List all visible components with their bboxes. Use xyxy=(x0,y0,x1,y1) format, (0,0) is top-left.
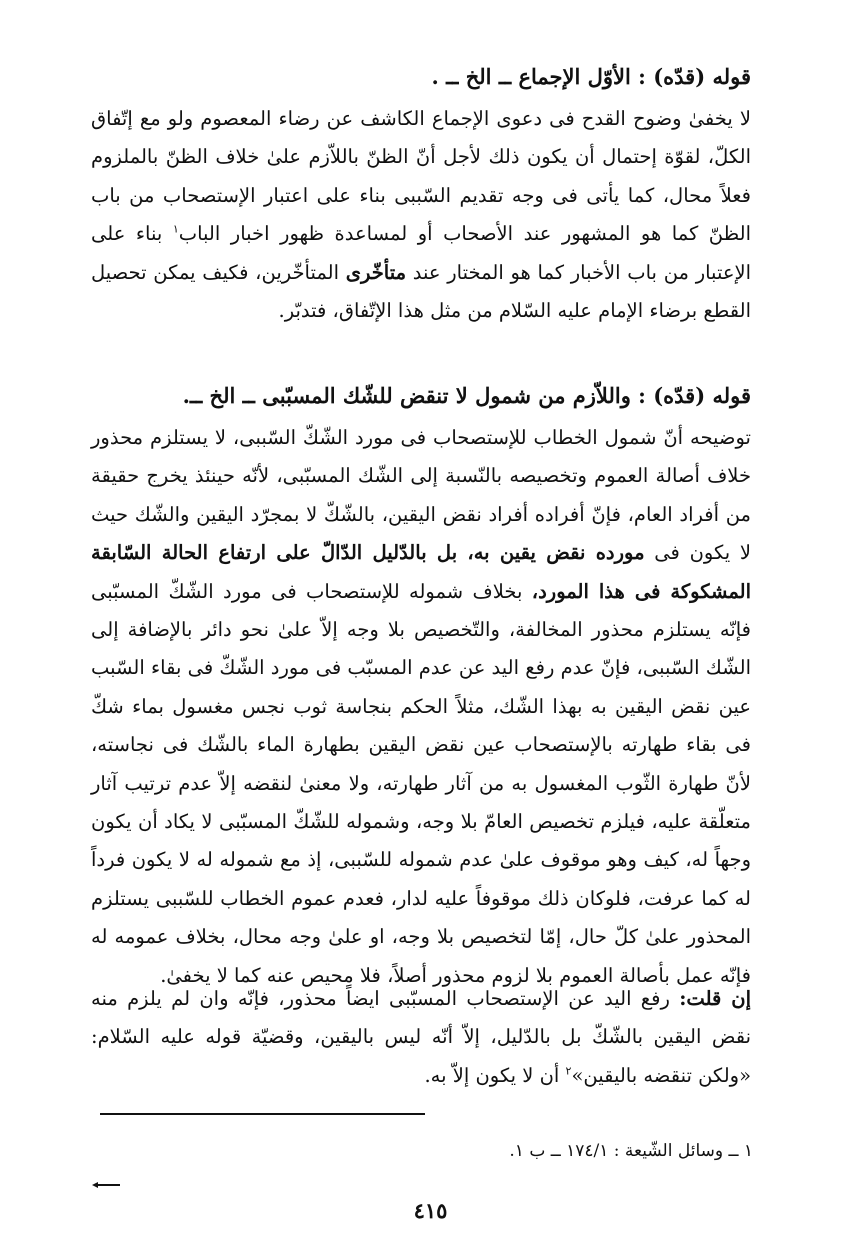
page-number: ٤١٥ xyxy=(413,1198,448,1223)
footnote-ref-2: ٢ xyxy=(565,1064,572,1078)
section2-text-cont: بخلاف شموله للإستصحاب فى مورد الشّكّ المسبّبى فإنّه يستلزم محذور المخالفة، والتّخصيص بلا وجه إلاّ علىٰ نحو دائر بالإضافة إلى الشّك السّببى، فإنّ عدم رفع اليد عن عدم المسبّب فى مورد الشّكّ فى بقاء السّبب عين نقض اليقين به بهذا الشّك، مثلاً الحكم بنجاسة ثوب نجس مغسول بماء شكّ فى بقاء طهارته بالإستصحاب عين نقض اليقين بطهارة الماء بالشّك فى نجاسته، لأنّ طهارة الثّوب المغسول به من آثار طهارته، ولا معنىٰ لنقضه إلاّ عدم ترتيب آثار متعلّقة عليه، فيلزم تخصيص العامّ بلا وجه، وشموله للشّكّ المسبّبى لا يكاد أن يكون وجهاً له، كيف وهو موقوف علىٰ عدم شموله للسّببى، إذ مع شموله له لا يكون فرداً له كما عرفت، فلوكان ذلك موقوفاً عليه لدار، فعدم عموم الخطاب للسّببى يستلزم المحذور علىٰ كلّ حال، إمّا لتخصيص بلا وجه، او علىٰ وجه محال، بخلاف عمومه له فإنّه عمل بأصالة العموم بلا لزوم محذور أصلاً، فلا محيص عنه كما لا يخفىٰ. xyxy=(91,579,751,987)
section3-text-end: أن لا يكون إلاّ به. xyxy=(424,1063,566,1087)
section2-paragraph xyxy=(91,419,751,995)
section2-bold-text: مورده نقض يقين به، بل بالدّليل الدّالّ على ارتفاع الحالة السّابقة المشكوكة فى هذا المورد، xyxy=(91,541,751,603)
page-turn-arrow-icon xyxy=(92,1180,120,1190)
section2-heading: قوله (قدّه) : واللاّزم من شمول لا تنقض للشّك المسبّبى ــ الخ ــ. xyxy=(182,383,751,408)
footnote-divider xyxy=(100,1113,425,1115)
section3-text: رفع اليد عن الإستصحاب المسبّبى ايضاً محذور، فإنّه وان لم يلزم منه نقض اليقين بالشّكّ بل بالدّليل، إلاّ أنّه ليس باليقين، وقضيّة قوله عليه السّلام: «ولكن تنقضه باليقين» xyxy=(91,987,751,1087)
section1-heading: قوله (قدّه) : الأوّل الإجماع ــ الخ ــ . xyxy=(431,64,751,89)
section2-text: توضيحه أنّ شمول الخطاب للإستصحاب فى مورد الشّكّ السّببى، لا يستلزم محذور خلاف أصالة العموم وتخصيصه بالنّسبة إلى الشّك المسبّبى، لأنّه حينئذ يخرج حقيقة من أفراد العام، فإنّ أفراده أفراد نقض اليقين، بالشّكّ لا بمجرّد اليقين والشّك حيث لا يكون فى xyxy=(91,426,751,565)
section1-text-cont: بناء على الإعتبار من باب الأخبار كما هو المختار عند xyxy=(91,222,751,284)
section1-bold-term: متأخّرى xyxy=(345,260,407,284)
footnote: ١ ــ وسائل الشّيعة : ١٧٤/١ ــ ب ١. xyxy=(509,1141,753,1161)
footnote-ref-1: ١ xyxy=(172,222,179,236)
section1-text: لا يخفىٰ وضوح القدح فى دعوى الإجماع الكاشف عن رضاء المعصوم ولو مع إتّفاق الكلّ، لقوّة إحتمال أن يكون ذلك لأجل أنّ الظنّ باللاّزم علىٰ خلاف الظنّ بالملزوم فعلاً محال، كما يأتى فى وجه تقديم السّببى بناء على اعتبار الإستصحاب من باب الظنّ كما هو المشهور عند الأصحاب أو لمساعدة ظهور اخبار الباب xyxy=(91,107,751,246)
section3-paragraph xyxy=(91,980,751,1095)
section3-lead: إن قلت: xyxy=(679,987,751,1010)
section1-text-end: المتأخّرين، فكيف يمكن تحصيل القطع برضاء الإمام عليه السّلام من مثل هذا الإتّفاق، فتدبّر. xyxy=(91,260,751,323)
section1-paragraph xyxy=(91,100,751,330)
